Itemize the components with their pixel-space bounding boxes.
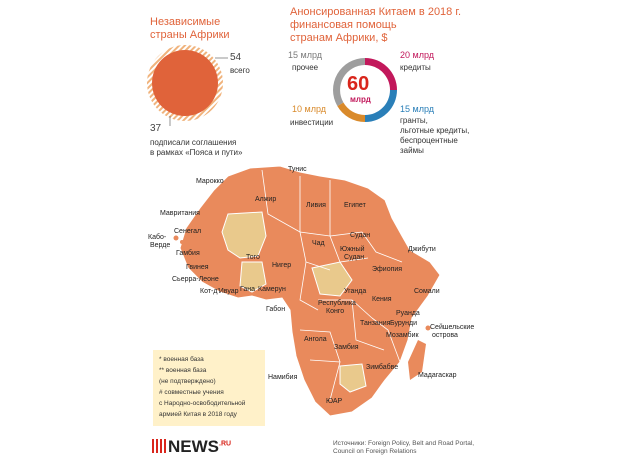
label-djibouti: Джибути xyxy=(408,246,436,253)
label-somalia: Сомали xyxy=(414,288,440,295)
donut-center-unit: млрд xyxy=(350,95,371,104)
label-ethiopia: Эфиопия xyxy=(372,266,403,273)
label-algeria: Алжир xyxy=(255,196,277,203)
label-angola: Ангола xyxy=(304,336,327,343)
segment-investments-label: инвестиции xyxy=(290,118,334,127)
label-niger: Нигер xyxy=(272,262,292,269)
legend-joint-exercises: # совместные учения с Народно-освободительной армией Китая в 2018 году xyxy=(159,389,246,418)
label-mauritania: Мавритания xyxy=(160,210,200,217)
legend-military-base-unconfirmed: ** военная база (не подтверждено) xyxy=(159,367,216,385)
legend-military-base: * военная база xyxy=(159,356,204,363)
label-egypt: Египет xyxy=(344,202,366,209)
total-value: 54 xyxy=(230,52,242,63)
label-south-sudan-1: Южный xyxy=(340,246,365,253)
segment-other-value: 15 млрд xyxy=(288,50,323,60)
label-mozambique: Мозамбик xyxy=(386,332,419,339)
segment-credits-label: кредиты xyxy=(400,63,431,72)
logo-bars-icon xyxy=(152,439,166,453)
total-label: всего xyxy=(230,66,250,75)
news-ru-logo[interactable]: $NEWS^{.RU}$ xyxy=(152,437,231,457)
aid-title: Анонсированная Китаем в 2018 г. финансовая помощь странам Африки, $ xyxy=(290,6,462,44)
label-kenya: Кения xyxy=(372,296,392,303)
independent-countries-title: Независимые страны Африки xyxy=(150,16,230,41)
label-cape-verde-1: Кабо- xyxy=(148,234,167,241)
label-guinea: Гвинея xyxy=(186,264,209,271)
label-seychelles-1: Сейшельские xyxy=(430,324,475,331)
signed-value: 37 xyxy=(150,123,162,134)
label-sudan: Судан xyxy=(350,232,371,239)
label-south-africa: ЮАР xyxy=(326,398,343,405)
label-madagascar: Мадагаскар xyxy=(418,372,457,379)
label-tanzania: Танзания xyxy=(360,320,391,327)
label-zambia: Замбия xyxy=(334,344,359,351)
label-gambia: Гамбия xyxy=(176,250,200,257)
legend-box xyxy=(153,350,265,426)
segment-grants-label: гранты, льготные кредиты, беспроцентные займы xyxy=(400,116,470,155)
label-chad: Чад xyxy=(312,240,325,247)
cape-verde-dot xyxy=(174,236,179,241)
label-cape-verde-2: Верде xyxy=(150,242,171,249)
label-cote-divoire: Кот-д'Ивуар xyxy=(200,288,239,295)
donut-center-value: 60 xyxy=(347,73,370,95)
label-morocco: Марокко xyxy=(196,178,224,185)
cape-verde-dot-2 xyxy=(180,240,184,244)
label-congo-1: Республика xyxy=(318,300,356,307)
label-burundi: Бурунди xyxy=(390,320,418,327)
label-togo: Того xyxy=(246,254,260,261)
label-rwanda: Руанда xyxy=(396,310,420,317)
label-ghana: Гана xyxy=(240,286,256,293)
label-south-sudan-2: Судан xyxy=(344,254,365,261)
segment-other-label: прочее xyxy=(292,63,319,72)
signed-label: подписали соглашения в рамках «Пояса и пути» xyxy=(150,138,243,157)
label-cameroon: Камерун xyxy=(258,286,286,293)
label-sierra-leone: Сьерра-Леоне xyxy=(172,276,219,283)
label-tunisia: Тунис xyxy=(288,166,307,173)
label-seychelles-2: острова xyxy=(432,332,458,339)
segment-credits-value: 20 млрд xyxy=(400,50,435,60)
sources-note: Источники: Foreign Policy, Belt and Road Portal, Council on Foreign Relations xyxy=(333,440,475,455)
segment-investments-value: 10 млрд xyxy=(292,104,327,114)
label-namibia: Намибия xyxy=(268,374,298,381)
label-zimbabwe: Зимбабве xyxy=(366,364,399,371)
label-gabon: Габон xyxy=(266,306,286,313)
segment-grants-value: 15 млрд xyxy=(400,104,435,114)
label-libya: Ливия xyxy=(306,202,326,209)
label-congo-2: Конго xyxy=(326,308,345,315)
label-uganda: Уганда xyxy=(344,288,367,295)
label-senegal: Сенегал xyxy=(174,228,202,235)
